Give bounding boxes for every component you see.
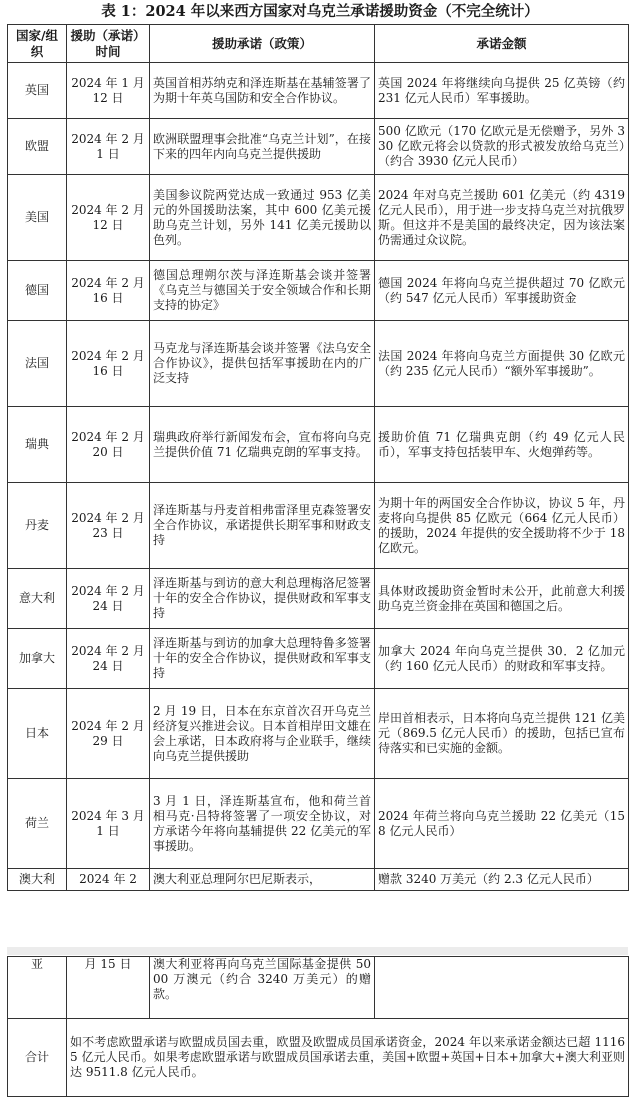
- cell-policy: 澳大利亚总理阿尔巴尼斯表示，: [150, 869, 375, 891]
- table-row: [8, 629, 629, 689]
- page-break-shade: [7, 947, 628, 955]
- table-row: [8, 869, 629, 891]
- cell-policy: 马克龙与泽连斯基会谈并签署《法乌安全合作协议》，提供包括军事援助在内的广泛支持: [150, 321, 375, 407]
- cell-time: 2024 年 2 月 23 日: [67, 483, 150, 569]
- aid-table-continued: [7, 956, 629, 1097]
- cell-time: 2024 年 2 月 16 日: [67, 321, 150, 407]
- cell-policy: 德国总理朔尔茨与泽连斯基会谈并签署《乌克兰与德国关于安全领域合作和长期支持的协定》: [150, 261, 375, 321]
- cell-policy: 澳大利亚将再向乌克兰国际基金提供 5000 万澳元（约合 3240 万美元）的赠款。: [150, 957, 375, 1019]
- cell-policy: 3 月 1 日，泽连斯基宣布，他和荷兰首相马克·吕特将签署了一项安全协议，对方承诺今年将向基辅提供 22 亿美元的军事援助。: [150, 779, 375, 869]
- cell-country: 澳大利: [8, 869, 67, 891]
- total-text: 如不考虑欧盟承诺与欧盟成员国去重，欧盟及欧盟成员国承诺资金，2024 年以来承诺金额达已超 11165 亿元人民币。如果考虑欧盟承诺与欧盟成员国承诺去重，美国+欧盟+英国+日本+加拿大+澳大利亚则达 9511.8 亿元人民币。: [67, 1019, 629, 1097]
- cell-country: 欧盟: [8, 119, 67, 175]
- cell-amount: 具体财政援助资金暂时未公开，此前意大利援助乌克兰资金排在英国和德国之后。: [375, 569, 629, 629]
- cell-country: 英国: [8, 63, 67, 119]
- cell-country: 美国: [8, 175, 67, 261]
- table-row: [8, 483, 629, 569]
- cell-country: 丹麦: [8, 483, 67, 569]
- table-title: 表 1：2024 年以来西方国家对乌克兰承诺援助资金（不完全统计）: [101, 3, 539, 20]
- table-row: [8, 779, 629, 869]
- cell-country: 日本: [8, 689, 67, 779]
- cell-country: 德国: [8, 261, 67, 321]
- cell-amount: 英国 2024 年将继续向乌提供 25 亿英镑（约 231 亿元人民币）军事援助。: [375, 63, 629, 119]
- cell-amount: 为期十年的两国安全合作协议，协议 5 年，丹麦将向乌提供 85 亿欧元（664 亿元人民币）的援助，2024 年提供的安全援助将不少于 18 亿欧元。: [375, 483, 629, 569]
- cell-time: 2024 年 2 月 12 日: [67, 175, 150, 261]
- cell-country: 加拿大: [8, 629, 67, 689]
- header-country: 国家/组织: [8, 25, 67, 63]
- cell-country: 亚: [8, 957, 67, 1019]
- header-time: 援助（承诺）时间: [67, 25, 150, 63]
- total-label: 合计: [8, 1019, 67, 1097]
- cell-policy: 美国参议院两党达成一致通过 953 亿美元的外国援助法案，其中 600 亿美元援助乌克兰计划，另外 141 亿美元援助以色列。: [150, 175, 375, 261]
- cell-policy: 欧洲联盟理事会批准“乌克兰计划”，在接下来的四年内向乌克兰提供援助: [150, 119, 375, 175]
- cell-amount: 德国 2024 年将向乌克兰提供超过 70 亿欧元（约 547 亿元人民币）军事援助资金: [375, 261, 629, 321]
- table-row: [8, 407, 629, 483]
- cell-time: 2024 年 2 月 1 日: [67, 119, 150, 175]
- cell-time: 2024 年 3 月 1 日: [67, 779, 150, 869]
- cell-amount: 500 亿欧元（170 亿欧元是无偿赠予，另外 330 亿欧元将会以贷款的形式被发放给乌克兰）（约合 3930 亿元人民币）: [375, 119, 629, 175]
- cell-amount: 2024 年荷兰将向乌克兰援助 22 亿美元（158 亿元人民币）: [375, 779, 629, 869]
- header-policy: 援助承诺（政策）: [150, 25, 375, 63]
- table-row-continued: [8, 957, 629, 1019]
- cell-time: 2024 年 2 月 16 日: [67, 261, 150, 321]
- cell-time: 月 15 日: [67, 957, 150, 1019]
- cell-time: 2024 年 2 月 20 日: [67, 407, 150, 483]
- total-row: [8, 1019, 629, 1097]
- cell-time: 2024 年 2 月 29 日: [67, 689, 150, 779]
- cell-amount: 赠款 3240 万美元（约 2.3 亿元人民币）: [375, 869, 629, 891]
- table-row: [8, 175, 629, 261]
- cell-policy: 2 月 19 日，日本在东京首次召开乌克兰经济复兴推进会议。日本首相岸田文雄在会上承诺，日本政府将与企业联手，继续向乌克兰提供援助: [150, 689, 375, 779]
- cell-policy: 泽连斯基与到访的加拿大总理特鲁多签署十年的安全合作协议，提供财政和军事支持: [150, 629, 375, 689]
- cell-time: 2024 年 2 月 24 日: [67, 569, 150, 629]
- cell-policy: 英国首相苏纳克和泽连斯基在基辅签署了为期十年英乌国防和安全合作协议。: [150, 63, 375, 119]
- cell-amount: 2024 年对乌克兰援助 601 亿美元（约 4319 亿元人民币），用于进一步支持乌克兰对抗俄罗斯。但这并不是美国的最终决定，因为该法案仍需通过众议院。: [375, 175, 629, 261]
- table-header-row: [8, 25, 629, 63]
- table-row: [8, 261, 629, 321]
- table-row: [8, 689, 629, 779]
- cell-amount: 法国 2024 年将向乌克兰方面提供 30 亿欧元（约 235 亿元人民币）“额外军事援助”。: [375, 321, 629, 407]
- cell-policy: 泽连斯基与丹麦首相弗雷泽里克森签署安全合作协议，承诺提供长期军事和财政支持: [150, 483, 375, 569]
- cell-policy: 泽连斯基与到访的意大利总理梅洛尼签署十年的安全合作协议，提供财政和军事支持: [150, 569, 375, 629]
- cell-time: 2024 年 2: [67, 869, 150, 891]
- cell-time: 2024 年 1 月 12 日: [67, 63, 150, 119]
- cell-country: 法国: [8, 321, 67, 407]
- aid-table: [7, 24, 629, 891]
- table-row: [8, 63, 629, 119]
- cell-country: 荷兰: [8, 779, 67, 869]
- cell-amount: 援助价值 71 亿瑞典克朗（约 49 亿元人民币），军事支持包括装甲车、火炮弹药等。: [375, 407, 629, 483]
- cell-time: 2024 年 2 月 24 日: [67, 629, 150, 689]
- table-row: [8, 321, 629, 407]
- header-amount: 承诺金额: [375, 25, 629, 63]
- table-row: [8, 119, 629, 175]
- cell-country: 意大利: [8, 569, 67, 629]
- cell-amount: 加拿大 2024 年向乌克兰提供 30．2 亿加元（约 160 亿元人民币）的财政和军事支持。: [375, 629, 629, 689]
- cell-policy: 瑞典政府举行新闻发布会，宣布将向乌克兰提供价值 71 亿瑞典克朗的军事支持。: [150, 407, 375, 483]
- cell-amount: [375, 957, 629, 1019]
- table-row: [8, 569, 629, 629]
- cell-amount: 岸田首相表示，日本将向乌克兰提供 121 亿美元（869.5 亿元人民币）的援助，包括已宣布待落实和已实施的金额。: [375, 689, 629, 779]
- cell-country: 瑞典: [8, 407, 67, 483]
